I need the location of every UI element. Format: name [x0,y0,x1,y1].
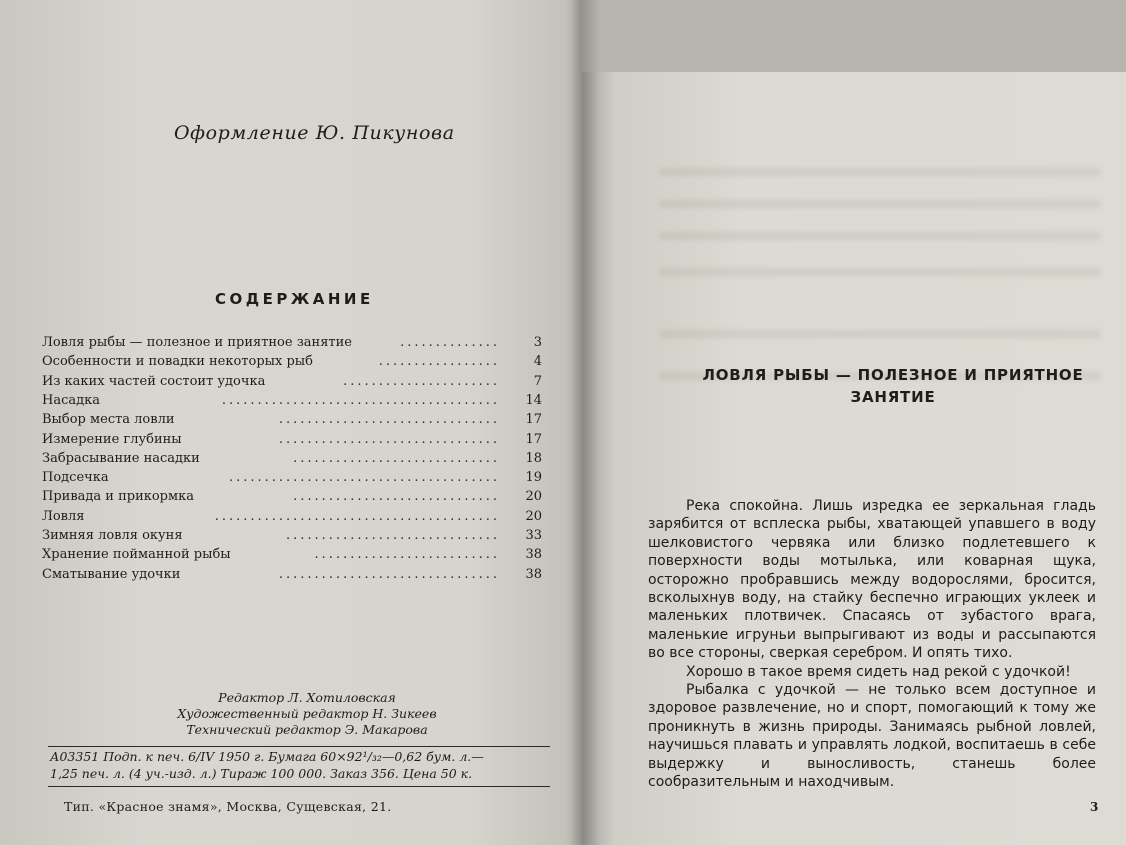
toc-entry-page: 7 [533,373,542,389]
toc-entry [42,372,542,392]
toc-entry-label: Особенности и повадки некоторых рыб [42,354,313,370]
toc-entry-label: Из каких частей состоит удочка [42,373,266,389]
toc-leader-dots: ............................. [293,450,500,466]
paragraph: Хорошо в такое время сидеть над рекой с удочкой! [686,663,1071,680]
toc-leader-dots: ............................... [278,412,500,428]
toc-leader-dots: ............................... [278,566,500,582]
toc-leader-dots: ............................. [293,489,500,505]
toc-entry-label: Зимняя ловля окуня [42,528,183,543]
toc-entry [42,545,542,565]
toc-entry-label: Насадка [42,392,100,408]
toc-entry [42,487,542,507]
toc-entry-page: 3 [533,335,542,350]
book-gutter [570,0,600,845]
imprint-line-1: А03351 Подп. к печ. 6/IV 1950 г. Бумага 60×92¹/₃₂—0,62 бум. л.— [50,749,484,764]
toc-entry [42,430,542,450]
toc-entry [42,526,542,546]
toc-entry [42,449,542,469]
imprint-line-2: 1,25 печ. л. (4 уч.-изд. л.) Тираж 100 000. Заказ 356. Цена 50 к. [50,766,473,781]
bleed-through-line [660,232,1100,240]
toc-leader-dots: ................. [378,354,500,370]
toc-entry-label: Забрасывание насадки [42,450,200,466]
toc-entry [42,468,542,488]
toc-entry [42,565,542,585]
designer-credit: Оформление Ю. Пикунова [174,122,455,144]
toc-leader-dots: .............. [400,335,500,350]
toc-entry-page: 17 [525,412,542,428]
toc-entry [42,333,542,353]
toc-entry-page: 19 [525,470,542,486]
toc-entry-label: Сматывание удочки [42,566,181,582]
toc-leader-dots: ....................................... [221,392,500,408]
toc-title: СОДЕРЖАНИЕ [215,290,374,308]
imprint-rule-bottom [48,786,550,787]
toc-entry-label: Хранение пойманной рыбы [42,547,231,563]
toc-entry-page: 17 [525,431,542,447]
imprint-rule-top [48,746,550,747]
chapter-body [648,497,1096,792]
toc-leader-dots: ........................................ [214,508,500,524]
toc-leader-dots: ...................... [343,373,500,389]
art-editor-line: Художественный редактор Н. Зикеев [177,706,437,721]
toc-leader-dots: .............................. [286,528,500,543]
editor-credits [152,690,462,738]
chapter-title: ЛОВЛЯ РЫБЫ — ПОЛЕЗНОЕ И ПРИЯТНОЕ ЗАНЯТИЕ [702,366,1084,406]
toc-entry-label: Привада и прикормка [42,489,194,505]
paragraph: Река спокойна. Лишь изредка ее зеркальная гладь зарябится от всплеска рыбы, хватающей упавшего в воду шелковистого червяка или близко подлетевшего к поверхности воды мотылька, или коварная щука, осторожно пробравшись между водорослями, бросится, всколыхнув воду, на стайку беспечно играющих уклеек и маленьких плотвичек. Спасаясь от зубастого врага, маленькие игруньи выпрыгивают из воды и рассыпаются во все стороны, сверкая серебром. И опять тихо. [648,498,1096,662]
toc-entry-page: 38 [525,547,542,563]
toc-entry-label: Ловля рыбы — полезное и приятное занятие [42,335,352,350]
toc-leader-dots: ...................................... [228,470,500,486]
toc-entry-page: 4 [533,354,542,370]
bleed-through-line [660,330,1100,338]
page-number: 3 [1090,800,1099,814]
editor-line: Редактор Л. Хотиловская [218,690,396,705]
toc-entry [42,410,542,430]
tech-editor-line: Технический редактор Э. Макарова [186,722,428,737]
toc-entry-page: 20 [525,489,542,505]
toc-entry-page: 18 [525,450,542,466]
bleed-through-line [660,168,1100,176]
toc-entry-page: 33 [525,528,542,543]
toc-entry-label: Выбор места ловли [42,412,175,428]
toc-entry-page: 14 [525,392,542,408]
toc-entry-label: Измерение глубины [42,431,182,447]
toc-entry [42,391,542,411]
toc-entry-label: Ловля [42,508,85,524]
paragraph: Рыбалка с удочкой — не только всем доступное и здоровое развлечение, но и спорт, помогающий к тому же проникнуть в жизнь природы. Занимаясь рыбной ловлей, научишься плавать и управлять лодкой, воспитаешь в себе выдержку и выносливость, станешь более сообразительным и находчивым. [648,682,1096,791]
toc-entry-label: Подсечка [42,470,109,486]
bleed-through-line [660,268,1100,276]
toc-entry-page: 20 [525,508,542,524]
bleed-through-line [660,200,1100,208]
printer-info: Тип. «Красное знамя», Москва, Сущевская, 21. [64,799,392,814]
toc-leader-dots: ............................... [278,431,500,447]
toc-entry [42,352,542,372]
toc-entry [42,507,542,527]
toc-entry-page: 38 [525,566,542,582]
toc-leader-dots: .......................... [314,547,500,563]
